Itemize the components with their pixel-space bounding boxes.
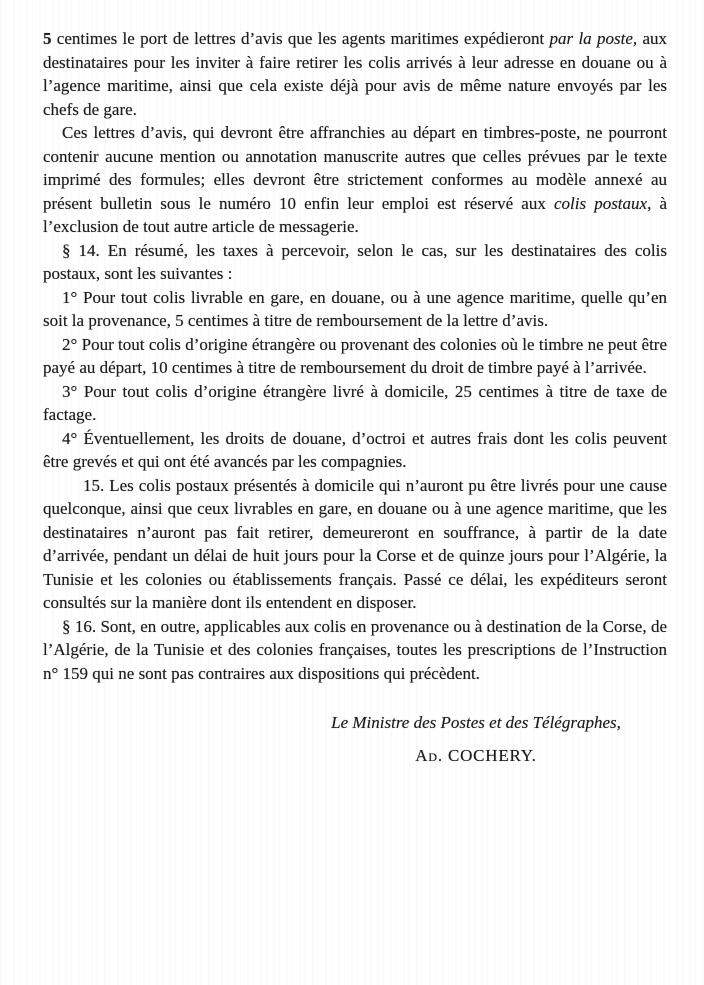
lettres-avis-italic-colis-postaux: colis postaux, (553, 193, 652, 213)
paragraph-section-14: § 14. En résumé, les taxes à percevoir, selon le cas, sur les destinataires des colis postaux, sont les suivantes : (43, 240, 667, 283)
signature-name-line: Ad. COCHERY. (415, 745, 537, 765)
intro-text-a: centimes le port de lettres d’avis que les agents maritimes expédieront (51, 29, 550, 48)
paragraph-section-15: 15. Les colis postaux présentés à domicile qui n’auront pu être livrés pour une cause quelconque, ainsi que ceux livrables en gare, en douane ou à une agence maritime, que les destinataires n’auront pas fait retirer, demeureront en souffrance, à partir de la date d’arrivée, pendant un délai de huit jours pour la Corse et de quinze jours pour l’Algérie, la Tunisie et les colonies ou établissements français. Passé ce délai, les expéditeurs seront consultés sur la manière dont ils entendent en disposer. (43, 475, 667, 612)
paragraph-item-3: 3° Pour tout colis d’origine étrangère livré à domicile, 25 centimes à titre de taxe de factage. (43, 381, 667, 424)
signature-block (295, 711, 657, 767)
intro-italic-par-la-poste: par la poste, (549, 29, 638, 48)
intro-amount-5-centimes: 5 (43, 29, 52, 48)
paragraph-item-4: 4° Éventuellement, les droits de douane, d’octroi et autres frais dont les colis peuvent être grevés et qui ont été avancés par les compagnies. (43, 428, 667, 471)
paragraph-item-2: 2° Pour tout colis d’origine étrangère ou provenant des colonies où le timbre ne peut être payé au départ, 10 centimes à titre de remboursement du droit de timbre payé à l’arrivée. (43, 334, 667, 377)
intro-text-b: aux destinataires pour les inviter à faire retirer les colis arrivés à leur adresse en douane ou à l’agence maritime, ainsi que cela existe déjà pour avis de même nature envoyés par les chefs de gare. (43, 29, 667, 119)
lettres-avis-text-a: Ces lettres d’avis, qui devront être affranchies au départ en timbres-poste, ne pourront contenir aucune mention ou annotation manuscrite autres que celles prévues par le texte imprimé des formules; elles devront être strictement conformes au modèle annexé au présent bulletin sous le numéro 10 enfin leur emploi est réservé aux (43, 123, 667, 213)
paragraph-intro-continuation (43, 27, 667, 121)
paragraph-section-16: § 16. Sont, en outre, applicables aux colis en provenance ou à destination de la Corse, de l’Algérie, de la Tunisie et des colonies françaises, toutes les prescriptions de l’Instruction n° 159 qui ne sont pas contraires aux dispositions qui précèdent. (43, 616, 667, 683)
signature-role-line: Le Ministre des Postes et des Télégraphes, (331, 713, 621, 732)
paragraph-lettres-avis (43, 121, 667, 239)
paragraph-item-1: 1° Pour tout colis livrable en gare, en douane, ou à une agence maritime, quelle qu’en soit la provenance, 5 centimes à titre de remboursement de la lettre d’avis. (43, 287, 667, 330)
lettres-avis-text-b: à l’exclusion de tout autre article de messagerie. (43, 193, 668, 236)
